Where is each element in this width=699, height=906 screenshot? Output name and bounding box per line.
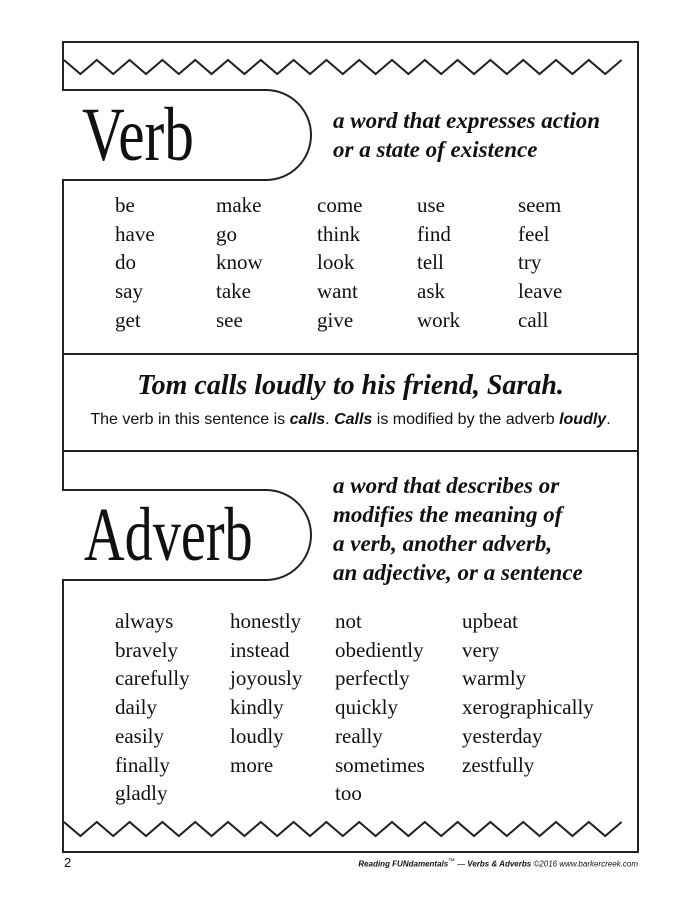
highlight-verb: calls (289, 411, 326, 428)
verb-word: see (216, 307, 243, 332)
verb-word: go (216, 221, 237, 246)
adverb-word: always (115, 609, 174, 633)
adverb-word: sometimes (335, 752, 425, 777)
zigzag-border-bottom (64, 818, 637, 842)
adverb-title-tab (62, 489, 312, 581)
verb-word: call (518, 307, 549, 332)
divider-bottom (64, 450, 637, 452)
verb-word: try (518, 250, 542, 275)
adverb-word: really (335, 723, 383, 748)
adverb-title: Adverb (84, 493, 253, 577)
adverb-word: zestfully (462, 752, 535, 777)
adverb-word: honestly (230, 609, 302, 633)
adverb-word: kindly (230, 695, 284, 720)
adverb-word: instead (230, 637, 290, 662)
footer-book: Verbs & Adverbs (467, 859, 532, 869)
adverb-word: easily (115, 723, 164, 748)
adverb-word: yesterday (462, 723, 543, 748)
verb-word: leave (518, 279, 563, 304)
adverb-word: loudly (230, 723, 284, 748)
adverb-word: joyously (230, 666, 303, 691)
explanation-text: is modified by the adverb (372, 411, 560, 428)
example-sentence: Tom calls loudly to his friend, Sarah. (137, 370, 564, 401)
verb-word: think (317, 221, 361, 246)
adverb-word: quickly (335, 695, 398, 720)
zigzag-border-top (64, 56, 637, 80)
adverb-word: not (335, 609, 362, 633)
verb-word: do (115, 250, 136, 275)
verb-title: Verb (82, 93, 194, 177)
verb-word: be (115, 193, 135, 217)
adverb-word: perfectly (335, 666, 410, 691)
adverb-word: xerographically (462, 695, 594, 720)
footer-dash: — (454, 859, 468, 869)
verb-word: want (317, 279, 358, 304)
verb-word: ask (417, 279, 445, 304)
verb-word: tell (417, 250, 444, 275)
adverb-word: carefully (115, 666, 190, 691)
explanation-text: The verb in this sentence is (90, 411, 290, 428)
verb-word: know (216, 250, 263, 275)
verb-word: take (216, 279, 251, 304)
adverb-definition-line: a verb, another adverb, (333, 531, 553, 556)
explanation-text: . (606, 411, 611, 428)
verb-word: come (317, 193, 363, 217)
verb-word: use (417, 193, 445, 217)
divider-top (64, 353, 637, 355)
adverb-word: daily (115, 695, 157, 720)
verb-definition-line: or a state of existence (333, 137, 538, 162)
verb-word: have (115, 221, 155, 246)
verb-title-tab (62, 89, 312, 181)
adverb-definition-line: modifies the meaning of (333, 502, 563, 527)
adverb-word: more (230, 752, 274, 777)
verb-word: look (317, 250, 355, 275)
verb-definition-line: a word that expresses action (333, 108, 601, 133)
adverb-word: bravely (115, 637, 178, 662)
verb-word: seem (518, 193, 562, 217)
footer-copyright: ©2016 www.barkercreek.com (531, 859, 638, 869)
verb-word: feel (518, 221, 550, 246)
verb-word: give (317, 307, 354, 332)
adverb-word: gladly (115, 781, 168, 806)
adverb-word: warmly (462, 666, 527, 691)
verb-word: make (216, 193, 262, 217)
adverb-word: upbeat (462, 609, 518, 633)
adverb-word: very (462, 637, 500, 662)
verb-word: work (417, 307, 461, 332)
adverb-word: too (335, 781, 362, 806)
adverb-definition-line: a word that describes or (333, 473, 560, 498)
verb-definition (333, 106, 600, 164)
example-explanation (64, 411, 637, 429)
footer-trademark: ™ (448, 858, 455, 865)
verb-word: find (417, 221, 451, 246)
highlight-verb: Calls (334, 411, 373, 428)
page-number: 2 (64, 855, 72, 870)
adverb-word: obediently (335, 637, 424, 662)
verb-word: get (115, 307, 141, 332)
highlight-adverb: loudly (559, 411, 607, 428)
adverb-definition (333, 471, 583, 587)
footer-credit (358, 858, 638, 869)
adverb-word: finally (115, 752, 170, 777)
verb-word: say (115, 279, 143, 304)
adverb-definition-line: an adjective, or a sentence (333, 560, 583, 585)
footer-series: Reading FUNdamentals (358, 859, 449, 869)
explanation-text: . (325, 411, 335, 428)
